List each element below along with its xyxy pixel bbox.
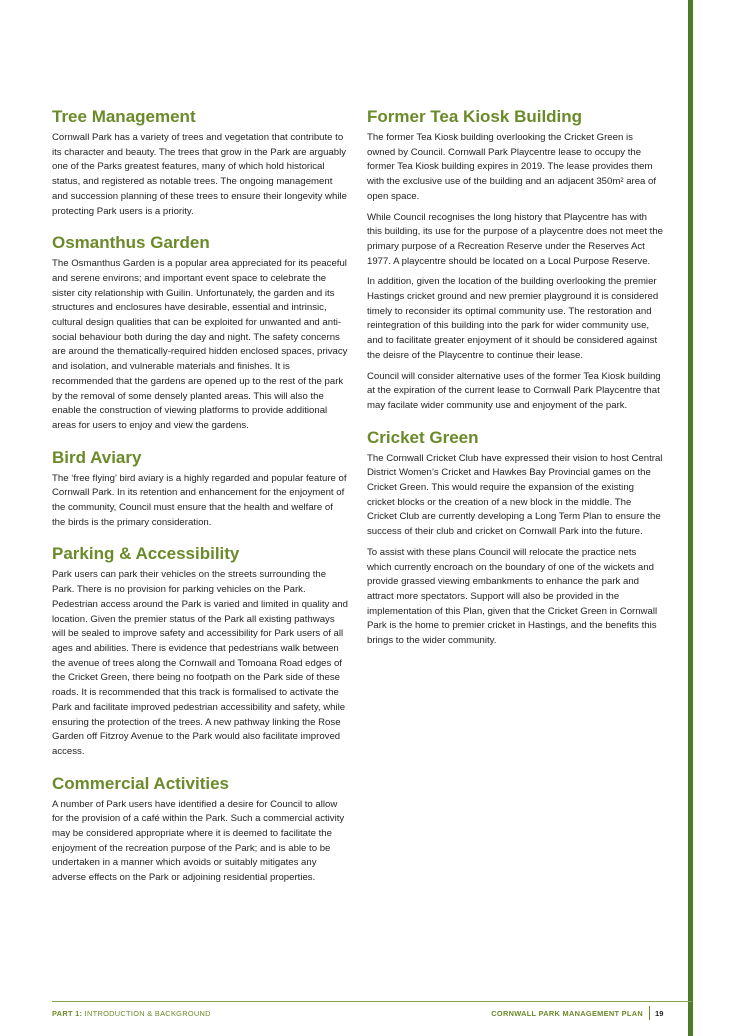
section-parking-accessibility — [52, 543, 348, 759]
section-paragraph: The ‘free flying’ bird aviary is a highly regarded and popular feature of Cornwall Park. In its retention and enhancement for the enjoyment of the community, Council must ensure that the health and welfare of the birds is the primary consideration. — [52, 472, 347, 528]
section-paragraph: To assist with these plans Council will relocate the practice nets which currently encroach on the boundary of one of the wickets and provide grassed viewing embankments to enhance the park and attract more spectators. Support will also be provided in the implementation of this Plan, given that the Cricket Green in Cornwall Park is the home to premier cricket in Hastings, and the benefits this brings to the wider community. — [367, 546, 658, 647]
footer-part-label: PART 1: — [52, 1009, 83, 1018]
section-tree-management — [52, 106, 348, 219]
footer-divider — [52, 1001, 692, 1002]
footer-document-title: CORNWALL PARK MANAGEMENT PLAN — [491, 1009, 643, 1018]
section-commercial-activities — [52, 773, 348, 886]
right-column — [367, 106, 663, 662]
section-heading: Cricket Green — [367, 427, 479, 447]
page-number: 19 — [655, 1009, 664, 1018]
footer-separator — [649, 1006, 650, 1020]
section-cricket-green — [367, 427, 663, 649]
section-heading: Former Tea Kiosk Building — [367, 107, 583, 126]
page-edge-bar — [688, 0, 693, 1036]
section-paragraph: Cornwall Park has a variety of trees and vegetation that contribute to its character and beauty. The trees that grow in the Park are arguably one of the Parks greatest features, many of which hold historical status, and registered as notable trees. The ongoing management and succession planning of these trees to ensure their longevity while protecting Park users is a priority. — [52, 132, 347, 217]
section-paragraph: In addition, given the location of the building overlooking the premier Hastings cricket ground and new premier playground it is considered timely to reconsider its optimal community use. The restoration and reintegration of this building into the park for wider community use, and to facilitate greater enjoyment of it should be considered against the deisre of the Playcentre to continue their lease. — [367, 276, 659, 361]
section-paragraph: Park users can park their vehicles on the streets surrounding the Park. There is no provision for parking vehicles on the Park. Pedestrian access around the Park is varied and limited in quality and location. Given the premier status of the Park all existing pathways will be sealed to improve safety and accessibility for Park users of all ages and abilities. There is evidence that pedestrians walk between the avenue of trees along the Cornwall and Tomoana Road edges of the Cricket Green, there being no footpath on the Park side of these roads. It is recommended that this track is formalised to activate the Park and facilitate improved pedestrian accessibility and safety, while ensuring the protection of the trees. A new pathway linking the Rose Garden off Fitzroy Avenue to the Park would also facilitate improved access. — [52, 569, 348, 757]
section-heading: Tree Management — [52, 107, 196, 126]
section-former-tea-kiosk — [367, 106, 663, 414]
section-heading: Parking & Accessibility — [52, 544, 240, 564]
footer-section-label — [52, 1009, 211, 1018]
section-osmanthus-garden — [52, 232, 348, 433]
section-heading: Bird Aviary — [52, 447, 142, 467]
section-heading: Osmanthus Garden — [52, 233, 210, 253]
section-heading: Commercial Activities — [52, 773, 229, 793]
section-paragraph: While Council recognises the long history that Playcentre has with this building, its use for the purpose of a playcentre does not meet the primary purpose of a Recreation Reserve under the Reserves Act 1977. A playcentre should be located on a Local Purpose Reserve. — [367, 211, 663, 267]
section-paragraph: The Cornwall Cricket Club have expressed their vision to host Central District Women’s Cricket and Hawkes Bay Provincial games on the Cricket Green. This would require the expansion of the existing cricket blocks or the creation of a new block in the middle. The Cricket Club are currently developing a Long Term Plan to ensure the success of their club and cricket on Cornwall Park into the future. — [367, 452, 663, 538]
section-bird-aviary — [52, 447, 348, 531]
section-paragraph: A number of Park users have identified a desire for Council to allow for the provision of a café within the Park. Such a commercial activity may be considered appropriate where it is deemed to facilitate the enjoyment of the recreation purpose of the Park; and is able to be undertaken in a manner which avoids or suitably mitigates any adverse effects on the Park or adjoining residential properties. — [52, 798, 345, 884]
section-paragraph: The Osmanthus Garden is a popular area appreciated for its peaceful and serene environs; and important event space to celebrate the sister city relationship with Guilin. Unfortunately, the garden and its structures and enclosures have desirable, essential and intrinsic, cultural design qualities that can be exploited for unwanted and anti-social behaviour both during the day and night. The safety concerns are around the thematically-required hidden enclosed spaces, privacy and isolation, and vulnerable materials and finishes. It is recommended that the gardens are opened up to the rest of the park by the removal of some densely planted areas. This will also the enable the construction of viewing platforms to provide additional areas for users to enjoy and view the gardens. — [52, 258, 348, 431]
left-column — [52, 106, 348, 899]
section-paragraph: The former Tea Kiosk building overlooking the Cricket Green is owned by Council. Cornwall Park Playcentre lease to occupy the former Tea Kiosk building expires in 2019. The lease provides them with the exclusive use of the building and an adjacent 350m² area of open space. — [367, 132, 657, 202]
section-paragraph: Council will consider alternative uses of the former Tea Kiosk building at the expiration of the current lease to Cornwall Park Playcentre that may facilate wider community use and enjoyment of the park. — [367, 370, 661, 411]
footer-section-title: INTRODUCTION & BACKGROUND — [84, 1009, 211, 1018]
